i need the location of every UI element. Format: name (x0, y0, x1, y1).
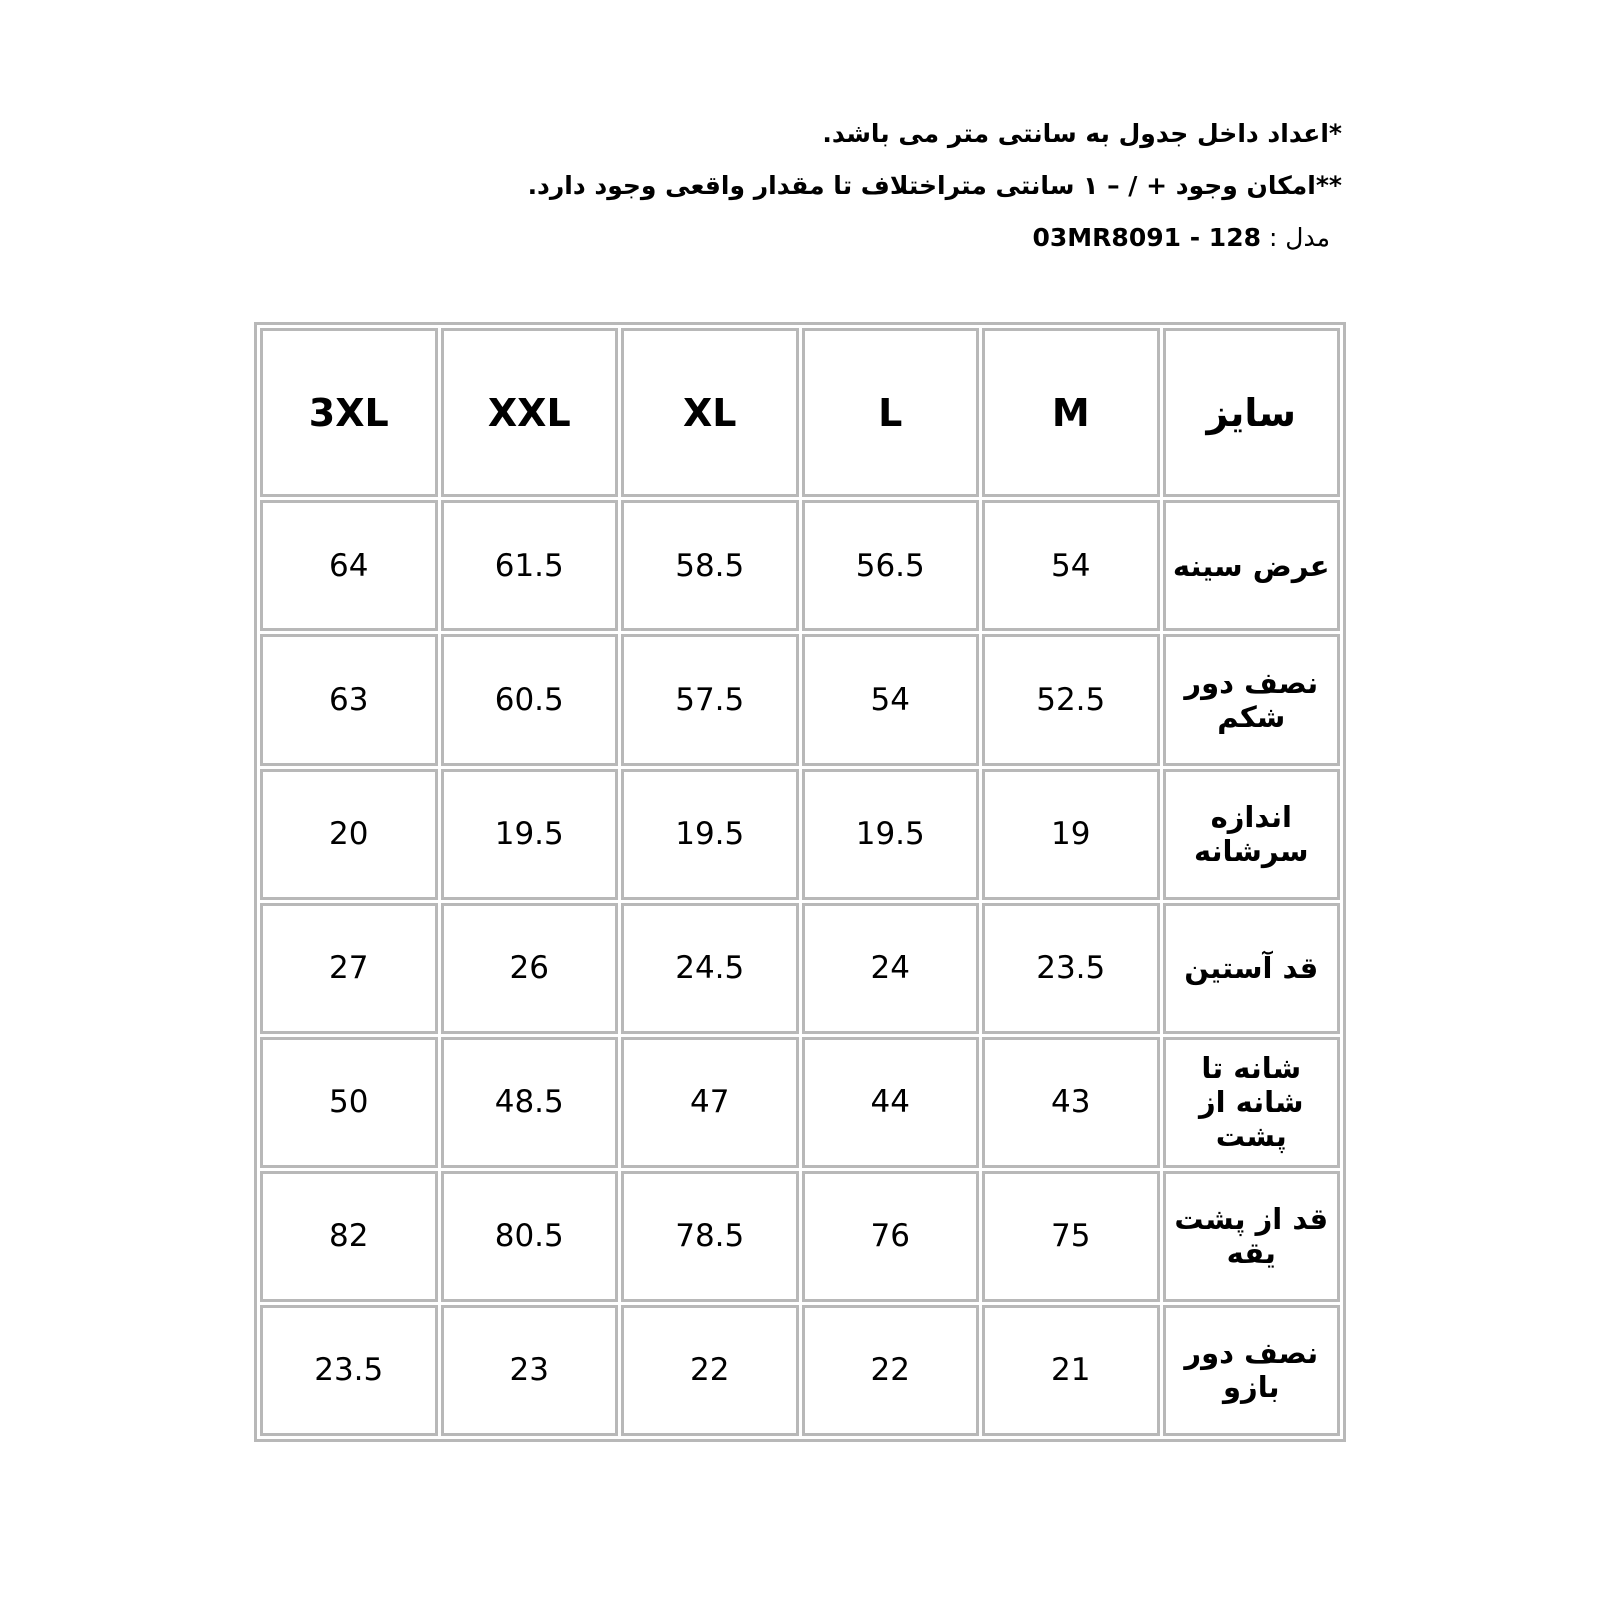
table-cell: 22 (802, 1305, 980, 1436)
size-chart (254, 322, 1346, 1442)
table-cell: 50 (260, 1037, 438, 1168)
size-header-xl: XL (621, 328, 799, 497)
table-cell: 80.5 (441, 1171, 619, 1302)
table-cell: 43 (982, 1037, 1160, 1168)
size-header-xxl: XXL (441, 328, 619, 497)
size-table (254, 322, 1346, 1442)
table-cell: 24.5 (621, 903, 799, 1034)
table-row (260, 1305, 1340, 1436)
note-tolerance: **امکان وجود + / – ۱ سانتی متراختلاف تا مقدار واقعی وجود دارد. (527, 171, 1342, 200)
table-row (260, 1171, 1340, 1302)
table-row (260, 1037, 1340, 1168)
table-cell: 54 (802, 634, 980, 765)
model-value: 03MR8091 - 128 (1032, 223, 1261, 252)
model-label: مدل : (1268, 223, 1330, 252)
table-cell: 76 (802, 1171, 980, 1302)
note-units: *اعداد داخل جدول به سانتی متر می باشد. (822, 119, 1342, 148)
table-cell: 78.5 (621, 1171, 799, 1302)
table-cell: 64 (260, 500, 438, 631)
table-cell: 44 (802, 1037, 980, 1168)
table-row (260, 769, 1340, 900)
table-header-row (260, 328, 1340, 497)
table-cell: 19.5 (621, 769, 799, 900)
table-cell: 19 (982, 769, 1160, 900)
row-label: نصف دور بازو (1163, 1305, 1341, 1436)
table-cell: 21 (982, 1305, 1160, 1436)
table-cell: 56.5 (802, 500, 980, 631)
size-header-label: سایز (1163, 328, 1341, 497)
table-cell: 47 (621, 1037, 799, 1168)
row-label: شانه تا شانه از پشت (1163, 1037, 1341, 1168)
size-header-m: M (982, 328, 1160, 497)
model-line (442, 216, 1342, 266)
table-cell: 19.5 (441, 769, 619, 900)
table-cell: 82 (260, 1171, 438, 1302)
table-row (260, 634, 1340, 765)
table-cell: 23.5 (260, 1305, 438, 1436)
table-cell: 63 (260, 634, 438, 765)
table-cell: 26 (441, 903, 619, 1034)
table-cell: 27 (260, 903, 438, 1034)
table-row (260, 903, 1340, 1034)
row-label: قد آستین (1163, 903, 1341, 1034)
table-cell: 61.5 (441, 500, 619, 631)
size-header-3xl: 3XL (260, 328, 438, 497)
table-row (260, 500, 1340, 631)
table-cell: 57.5 (621, 634, 799, 765)
table-cell: 23 (441, 1305, 619, 1436)
table-cell: 24 (802, 903, 980, 1034)
row-label: عرض سینه (1163, 500, 1341, 631)
notes-block (442, 112, 1342, 266)
table-cell: 19.5 (802, 769, 980, 900)
table-cell: 20 (260, 769, 438, 900)
size-header-l: L (802, 328, 980, 497)
table-cell: 52.5 (982, 634, 1160, 765)
table-cell: 48.5 (441, 1037, 619, 1168)
table-cell: 58.5 (621, 500, 799, 631)
table-cell: 60.5 (441, 634, 619, 765)
table-cell: 22 (621, 1305, 799, 1436)
row-label: قد از پشت یقه (1163, 1171, 1341, 1302)
table-cell: 75 (982, 1171, 1160, 1302)
table-cell: 54 (982, 500, 1160, 631)
row-label: نصف دور شکم (1163, 634, 1341, 765)
table-cell: 23.5 (982, 903, 1160, 1034)
row-label: اندازه سرشانه (1163, 769, 1341, 900)
